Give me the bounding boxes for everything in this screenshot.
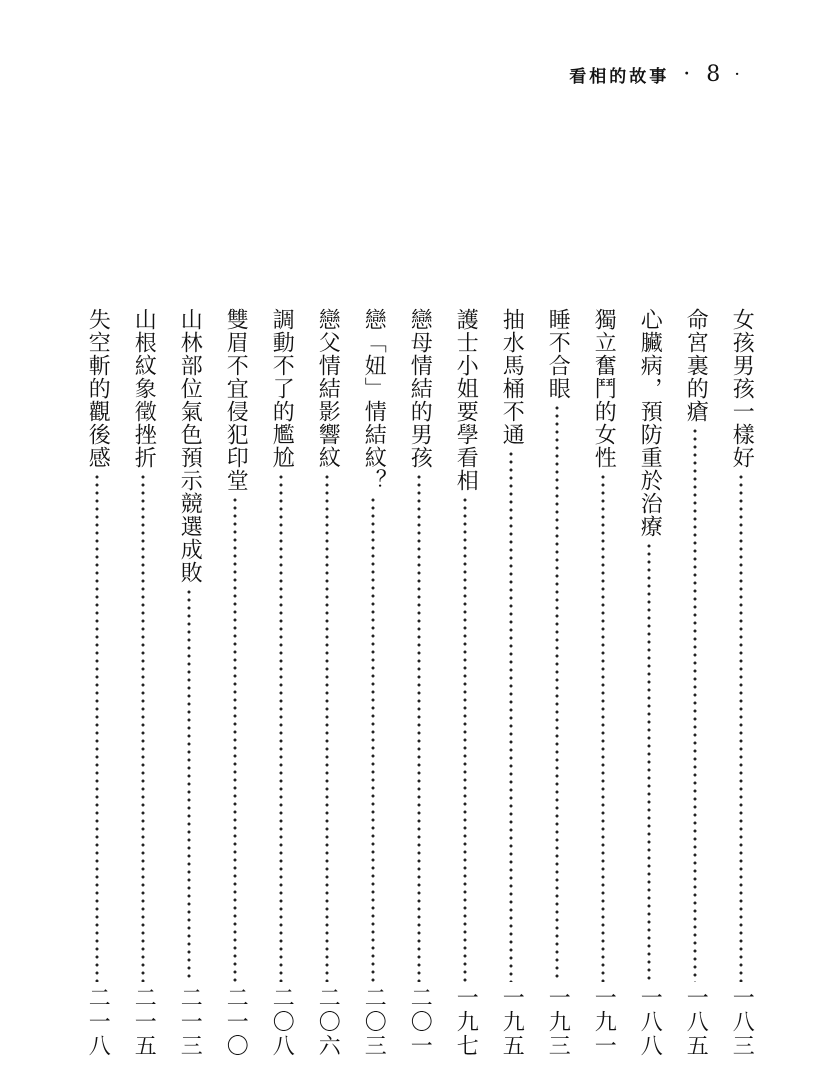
book-title: 看相的故事 <box>569 67 670 87</box>
toc-entry <box>260 308 302 1058</box>
toc-entry <box>352 308 394 1058</box>
toc-entry <box>398 308 440 1058</box>
dot-leader <box>693 427 697 982</box>
toc-entry <box>674 308 716 1058</box>
toc-entry-title: 睡不合眼 <box>545 308 571 400</box>
dot-leader <box>555 404 559 982</box>
toc-entry-page: 二一〇 <box>223 986 249 1058</box>
toc-entry-page: 二一五 <box>131 986 157 1058</box>
dot-leader <box>325 473 329 982</box>
toc-entry-title: 山根紋象徵挫折 <box>131 308 157 469</box>
toc-entry-page: 二〇三 <box>361 986 387 1058</box>
toc-entry <box>306 308 348 1058</box>
table-of-contents <box>76 308 762 1058</box>
toc-entry-title: 戀「妞」情結紋？ <box>361 308 387 492</box>
toc-entry-title: 調動不了的尷尬 <box>269 308 295 469</box>
toc-entry <box>490 308 532 1058</box>
toc-entry-title: 抽水馬桶不通 <box>499 308 525 446</box>
toc-entry-title: 獨立奮鬥的女性 <box>591 308 617 469</box>
toc-entry-page: 二〇八 <box>269 986 295 1058</box>
toc-entry-title: 命宮裏的瘡 <box>683 308 709 423</box>
toc-entry <box>720 308 762 1058</box>
toc-entry-page: 一九一 <box>591 986 617 1058</box>
toc-entry-title: 戀母情結的男孩 <box>407 308 433 469</box>
running-header <box>569 62 742 87</box>
dot-leader <box>279 473 283 982</box>
toc-entry-page: 一九五 <box>499 986 525 1058</box>
toc-entry-page: 二一八 <box>85 986 111 1058</box>
toc-entry-page: 二一三 <box>177 986 203 1058</box>
dot-leader <box>417 473 421 982</box>
page-number: 8 <box>706 62 723 87</box>
dot-leader <box>509 450 513 982</box>
toc-entry-page: 一八五 <box>683 986 709 1058</box>
toc-entry-page: 一八八 <box>637 986 663 1058</box>
toc-entry <box>214 308 256 1058</box>
toc-entry-title: 心臟病，預防重於治療 <box>637 308 663 538</box>
dot-leader <box>95 473 99 982</box>
toc-entry-page: 二〇六 <box>315 986 341 1058</box>
toc-entry-title: 山林部位氣色預示競選成敗 <box>177 308 203 584</box>
toc-entry-page: 一九七 <box>453 986 479 1058</box>
toc-entry <box>122 308 164 1058</box>
toc-entry <box>168 308 210 1058</box>
dot-leader <box>141 473 145 982</box>
toc-entry-title: 雙眉不宜侵犯印堂 <box>223 308 249 492</box>
dot-leader <box>647 542 651 982</box>
toc-entry-page: 二〇一 <box>407 986 433 1058</box>
toc-entry-title: 護士小姐要學看相 <box>453 308 479 492</box>
toc-entry <box>628 308 670 1058</box>
toc-entry-title: 失空斬的觀後感 <box>85 308 111 469</box>
toc-entry <box>536 308 578 1058</box>
toc-entry-title: 女孩男孩一樣好 <box>729 308 755 469</box>
dot-leader <box>739 473 743 982</box>
toc-entry-page: 一九三 <box>545 986 571 1058</box>
dot-leader <box>371 496 375 982</box>
dot-leader <box>601 473 605 982</box>
toc-entry <box>582 308 624 1058</box>
page-number-dot-right: · <box>734 64 742 85</box>
dot-leader <box>233 496 237 982</box>
toc-entry-title: 戀父情結影響紋 <box>315 308 341 469</box>
dot-leader <box>463 496 467 982</box>
toc-entry <box>76 308 118 1058</box>
dot-leader <box>187 588 191 982</box>
toc-entry <box>444 308 486 1058</box>
page-number-dot-left: · <box>683 62 693 87</box>
toc-entry-page: 一八三 <box>729 986 755 1058</box>
